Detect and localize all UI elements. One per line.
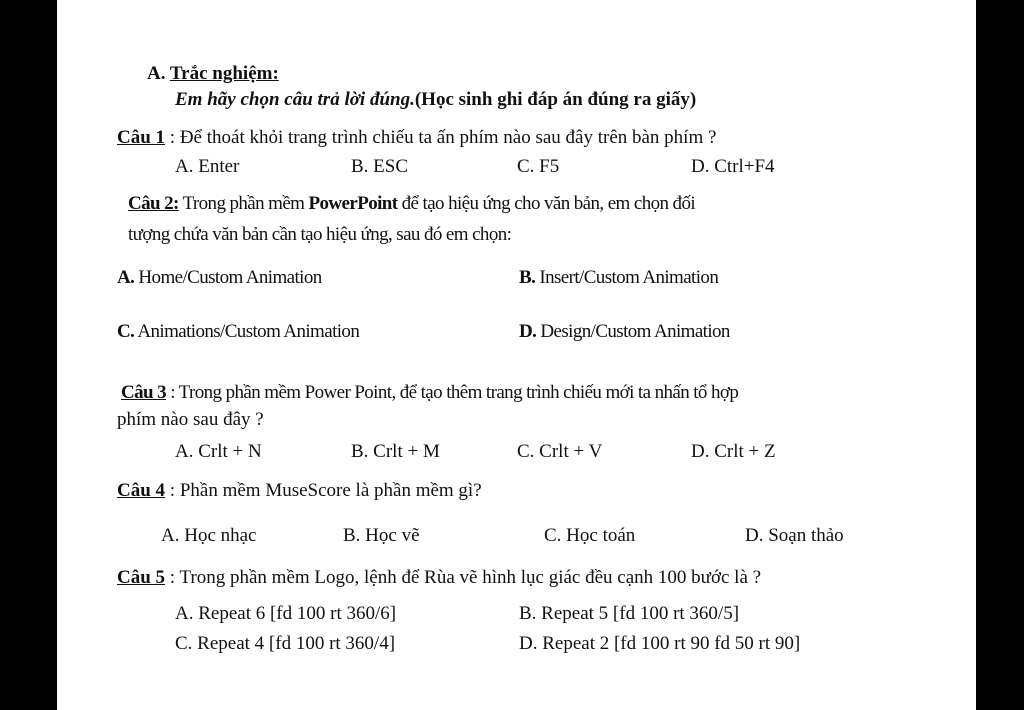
- question-2-app-name: PowerPoint: [308, 193, 398, 214]
- question-5-text: : Trong phần mềm Logo, lệnh để Rùa vẽ hình lục giác đều cạnh 100 bước là ?: [165, 567, 762, 588]
- q2-option-b: [519, 267, 718, 289]
- q4-option-d: D. Soạn thảo: [745, 525, 844, 546]
- q4-option-c: C. Học toán: [544, 525, 636, 546]
- q2-option-b-text: Insert/Custom Animation: [535, 267, 719, 288]
- section-header: [147, 63, 279, 85]
- question-5-label: Câu 5: [117, 567, 166, 588]
- q4-option-a: A. Học nhạc: [161, 525, 257, 546]
- q3-option-c: C. Crlt + V: [517, 441, 603, 462]
- q2-option-d-letter: D.: [519, 321, 537, 342]
- q2-option-a-letter: A.: [117, 267, 135, 288]
- q1-option-a: A. Enter: [175, 156, 240, 177]
- q4-option-b: B. Học vẽ: [343, 525, 420, 546]
- instruction-line: [175, 89, 696, 111]
- instruction-italic: Em hãy chọn câu trả lời đúng.: [175, 89, 415, 110]
- q2-option-d: [519, 321, 730, 343]
- question-2: [128, 193, 695, 215]
- question-4: [117, 480, 482, 502]
- q3-option-b: B. Crlt + M: [351, 441, 440, 462]
- q1-option-c: C. F5: [517, 156, 560, 177]
- q2-option-c: [117, 321, 359, 343]
- question-3-line-2: phím nào sau đây ?: [117, 409, 264, 430]
- question-2-line-2: tượng chứa văn bản cần tạo hiệu ứng, sau đó em chọn:: [128, 224, 512, 245]
- q3-option-d: D. Crlt + Z: [691, 441, 776, 462]
- q2-option-c-text: Animations/Custom Animation: [134, 321, 360, 342]
- question-1-text: : Để thoát khỏi trang trình chiếu ta ấn phím nào sau đây trên bàn phím ?: [165, 127, 717, 148]
- q1-option-b: B. ESC: [351, 156, 409, 177]
- q2-option-c-letter: C.: [117, 321, 135, 342]
- question-3-text: : Trong phần mềm Power Point, để tạo thêm trang trình chiếu mới ta nhấn tổ hợp: [166, 382, 739, 403]
- q5-option-b: B. Repeat 5 [fd 100 rt 360/5]: [519, 603, 740, 624]
- question-2-text-a: Trong phần mềm: [178, 193, 309, 214]
- q5-option-c: C. Repeat 4 [fd 100 rt 360/4]: [175, 633, 396, 654]
- section-title: Trắc nghiệm:: [169, 63, 279, 84]
- question-3: [121, 382, 738, 404]
- q2-option-a-text: Home/Custom Animation: [134, 267, 322, 288]
- q2-option-d-text: Design/Custom Animation: [536, 321, 730, 342]
- question-1: [117, 127, 716, 149]
- q3-option-a: A. Crlt + N: [175, 441, 262, 462]
- section-label: A.: [147, 63, 166, 84]
- question-2-text-b: để tạo hiệu ứng cho văn bản, em chọn đối: [397, 193, 696, 214]
- instruction-note: (Học sinh ghi đáp án đúng ra giấy): [414, 89, 697, 110]
- q2-option-b-letter: B.: [519, 267, 536, 288]
- question-5: [117, 567, 761, 589]
- question-3-label: Câu 3: [121, 382, 167, 403]
- question-4-label: Câu 4: [117, 480, 166, 501]
- question-4-text: : Phần mềm MuseScore là phần mềm gì?: [165, 480, 482, 501]
- q5-option-a: A. Repeat 6 [fd 100 rt 360/6]: [175, 603, 397, 624]
- q2-option-a: [117, 267, 322, 289]
- q1-option-d: D. Ctrl+F4: [691, 156, 775, 177]
- question-2-label: Câu 2:: [128, 193, 179, 214]
- q5-option-d: D. Repeat 2 [fd 100 rt 90 fd 50 rt 90]: [519, 633, 801, 654]
- question-1-label: Câu 1: [117, 127, 166, 148]
